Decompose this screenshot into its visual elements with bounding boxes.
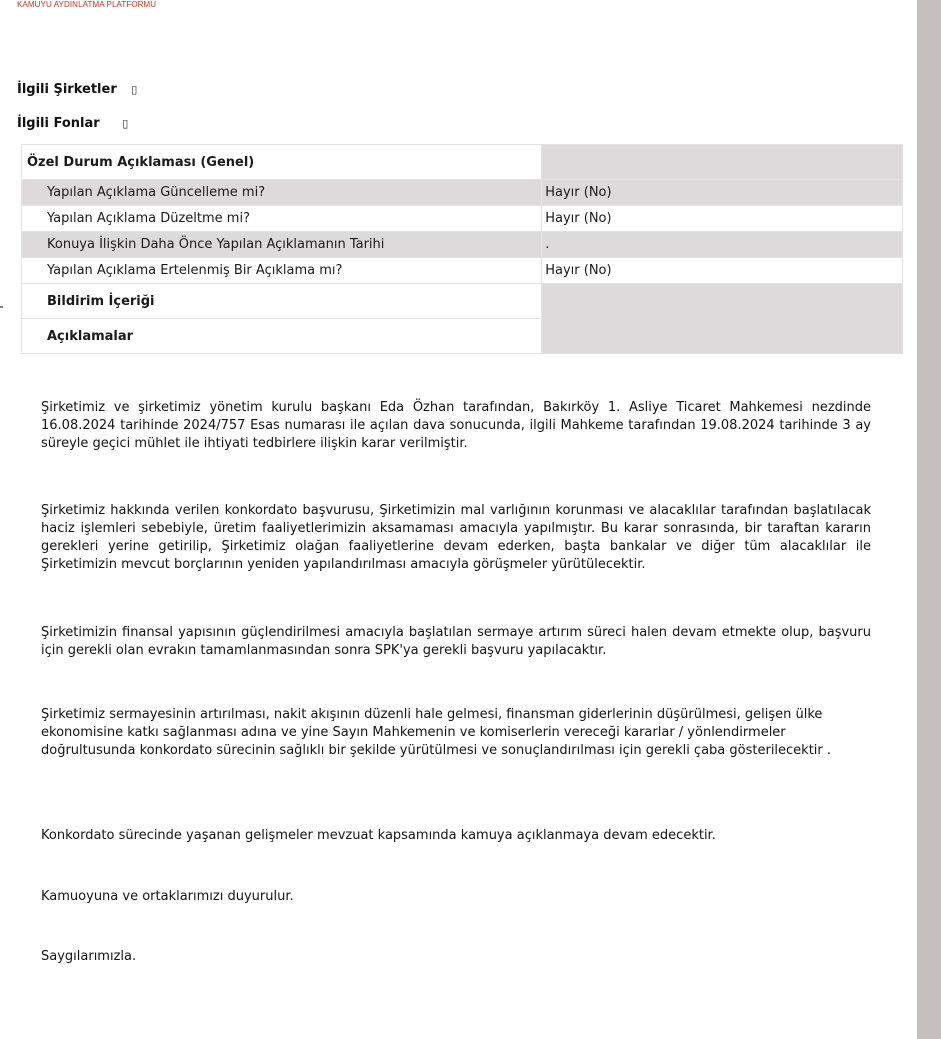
expand-toggle-icon[interactable]: ▯: [131, 83, 138, 96]
paragraph: Kamuoyuna ve ortaklarımızı duyurulur.: [41, 889, 294, 904]
paragraph: Şirketimiz ve şirketimiz yönetim kurulu başkanı Eda Özhan tarafından, Bakırköy 1. Asliye Ticaret Mahkemesi nezdinde 16.08.2024 tarihinde 2024/757 Esas numarası ile açılan dava sonucunda, ilgili Mahkeme tarafından 19.08.2024 tarihinde 3 ay süreyle geçici mühlet ile ihtiyati tedbirlere ilişkin karar verilmiştir.: [41, 400, 871, 451]
table-row: [22, 258, 903, 284]
paragraph: Saygılarımızla.: [41, 949, 137, 964]
left-edge-mark: [0, 306, 3, 308]
table-header-row: [22, 145, 903, 180]
table-row: [22, 206, 903, 232]
related-funds[interactable]: [17, 116, 128, 131]
paragraph: Şirketimiz sermayesinin artırılması, nakit akışının düzenli hale gelmesi, finansman giderlerinin düşürülmesi, gelişen ülke ekonomisine katkı sağlanması adına ve yine Sayın Mahkemenin ve komiserlerin vereceği kararlar / yönlendirmeler doğrultusunda konkordato sürecinin sağlıklı bir şekilde yürütülmesi ve sonuçlandırılması için gerekli çaba gösterilecektir .: [41, 707, 832, 758]
paragraph: Konkordato sürecinde yaşanan gelişmeler mevzuat kapsamında kamuya açıklanmaya devam edecektir.: [41, 828, 716, 843]
row-label: Yapılan Açıklama Ertelenmiş Bir Açıklama mı?: [22, 258, 542, 284]
paragraph: Şirketimiz hakkında verilen konkordato başvurusu, Şirketimizin mal varlığının korunması ve alacaklılar tarafından başlatılacak haciz işlemleri sebebiyle, üretim faaliyetlerimizin aksamaması amacıyla yapılmıştır. Bu karar sonrasında, bir taraftan kararın gerekleri yerine getirilip, Şirketimiz olağan faaliyetlerine devam ederken, başta bankalar ve diğer tüm alacaklılar ile Şirketimizin mevcut borçlarının yeniden yapılandırılması amacıyla görüşmeler yürütülecektir.: [41, 503, 871, 572]
content-heading: Bildirim İçeriği: [22, 284, 542, 319]
row-value: Hayır (No): [542, 206, 903, 232]
row-value: Hayır (No): [542, 258, 903, 284]
related-funds-label: İlgili Fonlar: [17, 116, 100, 131]
table-row: [22, 180, 903, 206]
row-value: Hayır (No): [542, 180, 903, 206]
row-value: .: [542, 232, 903, 258]
related-companies-label: İlgili Şirketler: [17, 82, 117, 97]
expand-toggle-icon[interactable]: ▯: [122, 117, 129, 130]
related-companies[interactable]: [17, 82, 137, 97]
scrollbar-strip[interactable]: [917, 0, 941, 1039]
platform-link[interactable]: KAMUYU AYDINLATMA PLATFORMU: [17, 0, 157, 9]
table-row: [22, 232, 903, 258]
disclosure-table: [21, 144, 903, 354]
section-title: Özel Durum Açıklaması (Genel): [22, 145, 542, 180]
row-label: Yapılan Açıklama Düzeltme mi?: [22, 206, 542, 232]
notes-heading: Açıklamalar: [22, 319, 542, 354]
paragraph: Şirketimizin finansal yapısının güçlendirilmesi amacıyla başlatılan sermaye artırım süreci halen devam etmekte olup, başvuru için gerekli olan evrakın tamamlanmasından sonra SPK'ya gerekli başvuru yapılacaktır.: [41, 625, 871, 658]
row-label: Yapılan Açıklama Güncelleme mi?: [22, 180, 542, 206]
row-label: Konuya İlişkin Daha Önce Yapılan Açıklamanın Tarihi: [22, 232, 542, 258]
table-row: [22, 284, 903, 319]
